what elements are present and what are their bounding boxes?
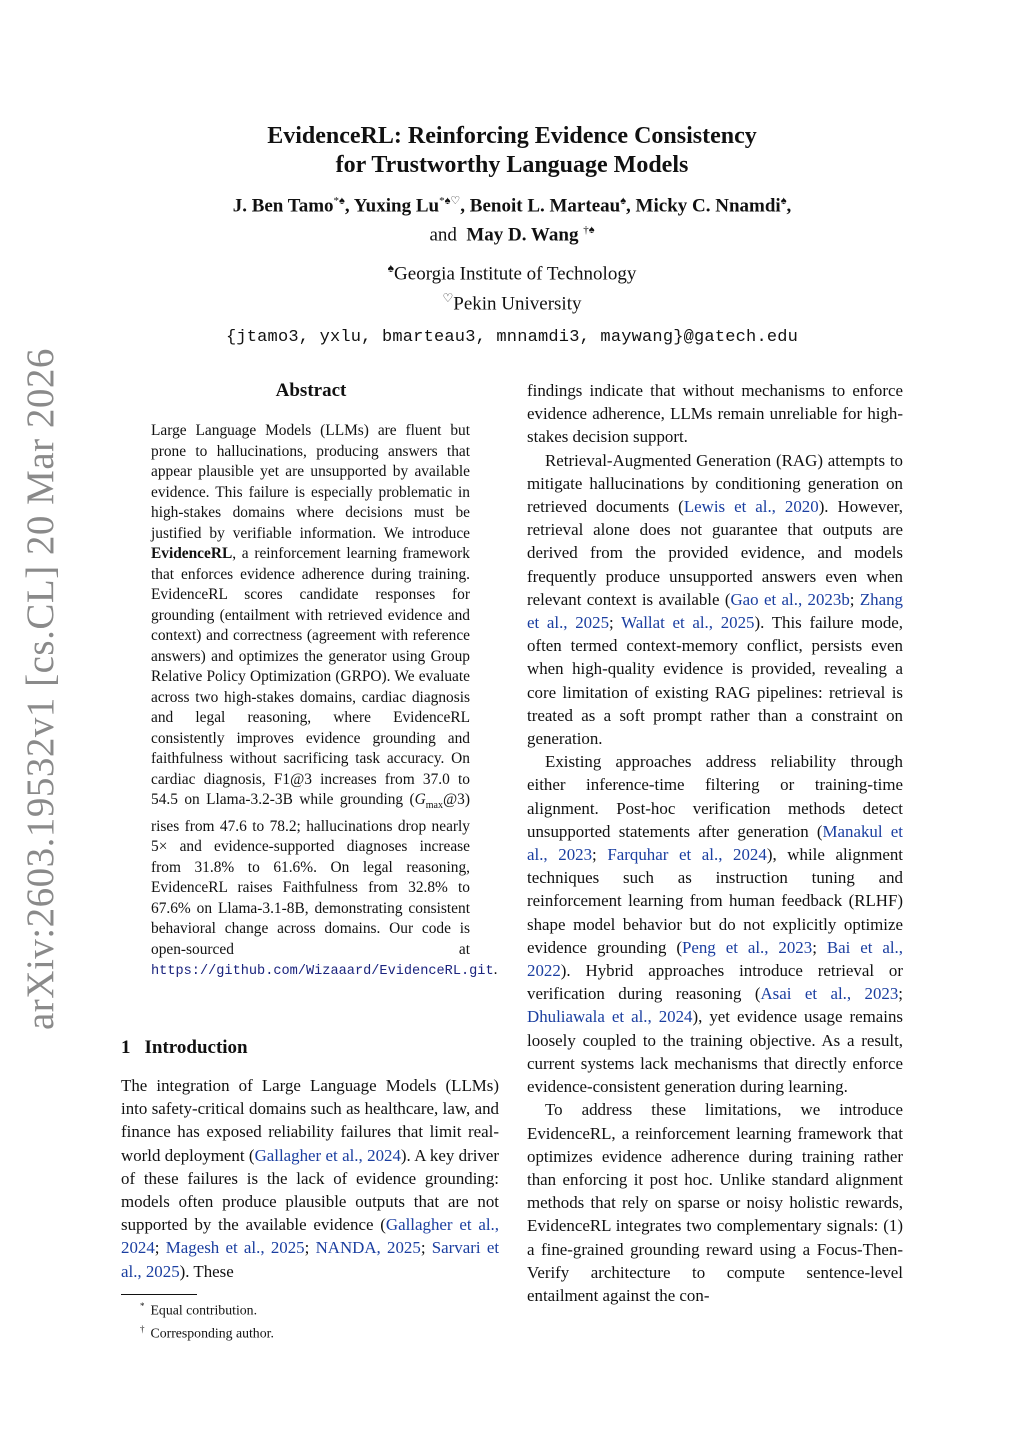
footnote-mark: †	[140, 1323, 145, 1334]
author-5-mark: †♠	[583, 224, 595, 237]
citation-link[interactable]: Wallat et al., 2025	[621, 613, 755, 633]
body-text: Existing approaches address reliability through either inference-time filtering or training-time alignment. Post-hoc verification methods detect unsupported statements after generation (	[527, 752, 903, 841]
abstract-text: @3) rises from 47.6 to 78.2; hallucinations drop nearly 5× and evidence-supported diagnoses increase from 31.8% to 61.6%. On legal reasoning, EvidenceRL raises Faithfulness from 32.8% to 67.6% on Llama-3.1-8B, demonstrating consistent behavioral change across domains. Our code is open-sourced at	[151, 791, 470, 958]
abstract-method-name: EvidenceRL	[151, 545, 233, 562]
author-3: Benoit L. Marteau	[469, 195, 621, 217]
body-text: ;	[812, 937, 827, 957]
author-line-2	[0, 218, 1024, 247]
abstract-text: , a reinforcement learning framework that enforces evidence adherence during training. EvidenceRL scores candidate responses for grounding (entailment with retrieved evidence and context) and correctness (agreement with reference answers) and optimizes the generator using Group Relative Policy Optimization (GRPO). We evaluate across two high-stakes domains, cardiac diagnosis and legal reasoning, where EvidenceRL consistently improves evidence grounding and faithfulness without sacrificing task accuracy. On cardiac diagnosis, F1@3 increases from 37.0 to 54.5 on Llama-3.2-3B while grounding (	[151, 545, 470, 808]
section-number: 1	[121, 1037, 131, 1058]
author-line-1: J. Ben Tamo*♠, Yuxing Lu*♠♡, Benoit L. Marteau♠, Micky C. Nnamdi♠,	[232, 195, 792, 217]
arxiv-side-stamp: arXiv:2603.19532v1 [cs.CL] 20 Mar 2026	[19, 348, 62, 1030]
body-text: Retrieval-Augmented Generation (RAG) attempts to mitigate hallucinations by conditioning generation on retrieved documents (	[527, 450, 903, 517]
author-3-mark: ♠	[620, 195, 627, 207]
abstract-text: .	[493, 961, 498, 979]
affiliation-mark: ♠	[387, 260, 395, 275]
body-text: ;	[849, 589, 860, 609]
citation-link[interactable]: Zhang et al., 2025	[527, 589, 903, 633]
section-heading-introduction	[121, 1037, 248, 1059]
footnote-text: Corresponding author.	[150, 1325, 274, 1341]
footnote-text: Equal contribution.	[150, 1302, 258, 1318]
left-column-text	[121, 1074, 499, 1283]
author-emails: {jtamo3, yxlu, bmarteau3, mnnamdi3, maywang}@gatech.edu	[225, 328, 799, 348]
citation-link[interactable]: Peng et al., 2023	[681, 937, 813, 957]
author-2: Yuxing Lu	[353, 195, 440, 217]
footnote-rule	[121, 1294, 197, 1295]
body-text: ). This failure mode, often termed context-memory conflict, persists even when high-quality evidence is provided, revealing a core limitation of existing RAG pipelines: retrieval is treated as a soft prompt rather than a constraint on generation.	[527, 613, 903, 749]
affiliation-name: Pekin University	[453, 293, 582, 315]
intro-paragraph-existing-approaches	[527, 750, 903, 1098]
citation-link[interactable]: Sarvari et al., 2025	[121, 1238, 500, 1281]
affiliation-name: Georgia Institute of Technology	[394, 262, 637, 284]
citation-link[interactable]: Dhuliawala et al., 2024	[527, 1007, 693, 1027]
grounding-subscript: max	[425, 800, 443, 812]
body-text: ). However, retrieval alone does not guarantee that outputs are derived from the provided evidence, and models frequently produce unsupported answers even when relevant context is available (	[527, 497, 903, 609]
abstract-text: Large Language Models (LLMs) are fluent but prone to hallucinations, producing answers that appear plausible yet are unsupported by available evidence. This failure is especially problematic in high-stakes domains where decisions must be justified by verifiable information. We introduce	[151, 422, 470, 542]
body-text: The integration of Large Language Models (LLMs) into safety-critical domains such as healthcare, law, and finance has exposed reliability failures that limit real-world deployment (	[121, 1076, 499, 1165]
citation-link[interactable]: NANDA, 2025	[315, 1238, 421, 1258]
citation-link[interactable]: Farquhar et al., 2024	[607, 845, 767, 865]
affiliation-georgia-tech	[0, 256, 1024, 286]
body-text: ;	[154, 1238, 166, 1258]
intro-paragraph-1	[121, 1074, 499, 1283]
right-column-text	[527, 379, 903, 1307]
author-list	[0, 189, 1024, 248]
intro-paragraph-continued: findings indicate that without mechanisms to enforce evidence adherence, LLMs remain unreliable for high-stakes decision support.	[527, 381, 903, 447]
citation-link[interactable]: Gallagher et al., 2024	[254, 1145, 401, 1165]
citation-link[interactable]: Magesh et al., 2025	[165, 1238, 305, 1258]
citation-link[interactable]: Lewis et al., 2020	[683, 497, 819, 517]
author-1-mark: *♠	[333, 195, 345, 207]
body-text: ). These	[179, 1261, 234, 1281]
title-line-1: EvidenceRL: Reinforcing Evidence Consistency	[267, 123, 757, 149]
body-text: ;	[420, 1238, 432, 1258]
author-5: May D. Wang	[466, 224, 579, 246]
body-text: ;	[898, 984, 903, 1004]
body-text: ). Hybrid approaches introduce retrieval or verification during reasoning (	[527, 961, 903, 1004]
title-block	[0, 122, 1024, 347]
author-and: and	[429, 224, 457, 246]
affiliation-pekin	[0, 286, 1024, 316]
grounding-symbol: G	[414, 791, 426, 808]
author-1: J. Ben Tamo	[232, 195, 334, 217]
intro-paragraph-rag	[527, 449, 903, 751]
author-2-mark: *♠♡	[439, 195, 461, 207]
intro-paragraph-contribution: To address these limitations, we introduce EvidenceRL, a reinforcement learning framework that optimizes evidence adherence during training rather than enforcing it post hoc. Unlike standard alignment methods that rely on sparse or noisy holistic rewards, EvidenceRL integrates two complementary signals: (1) a fine-grained grounding reward using a Focus-Then-Verify architecture to compute sentence-level entailment against the con-	[527, 1100, 903, 1305]
footnotes	[140, 1297, 274, 1342]
footnote-corresponding	[140, 1320, 274, 1343]
affiliations	[0, 256, 1024, 317]
footnote-mark: *	[140, 1301, 145, 1311]
footnote-equal-contribution	[140, 1297, 274, 1320]
body-text: ;	[304, 1238, 316, 1258]
paper-title	[0, 122, 1024, 180]
body-text: ;	[609, 613, 622, 633]
body-text: ), yet evidence usage remains loosely coupled to the training objective. As a result, current systems lack mechanisms that directly enforce evidence-consistent generation during learning.	[527, 1007, 903, 1097]
citation-link[interactable]: Gao et al., 2023b	[730, 589, 850, 609]
section-title: Introduction	[144, 1037, 248, 1058]
citation-link[interactable]: Asai et al., 2023	[760, 984, 899, 1004]
citation-link[interactable]: Manakul et al., 2023	[527, 821, 903, 865]
abstract-heading: Abstract	[275, 380, 347, 401]
author-4: Micky C. Nnamdi	[635, 195, 781, 217]
abstract-body	[151, 421, 498, 983]
title-line-2: for Trustworthy Language Models	[335, 152, 689, 178]
affiliation-mark: ♡	[442, 290, 454, 305]
body-text: ;	[592, 845, 608, 865]
code-link[interactable]: https://github.com/Wizaaard/EvidenceRL.git	[151, 964, 494, 980]
citation-link[interactable]: Bai et al., 2022	[527, 937, 903, 981]
body-text: ), while alignment techniques such as instruction tuning and reinforcement learning from human feedback (RLHF) shape model behavior but do not explicitly optimize evidence grounding (	[527, 845, 903, 957]
citation-link[interactable]: Gallagher et al., 2024	[121, 1215, 500, 1258]
body-text: ). A key driver of these failures is the lack of evidence grounding: models often produce plausible outputs that are not supported by the available evidence (	[121, 1145, 499, 1235]
author-4-mark: ♠	[780, 195, 787, 207]
